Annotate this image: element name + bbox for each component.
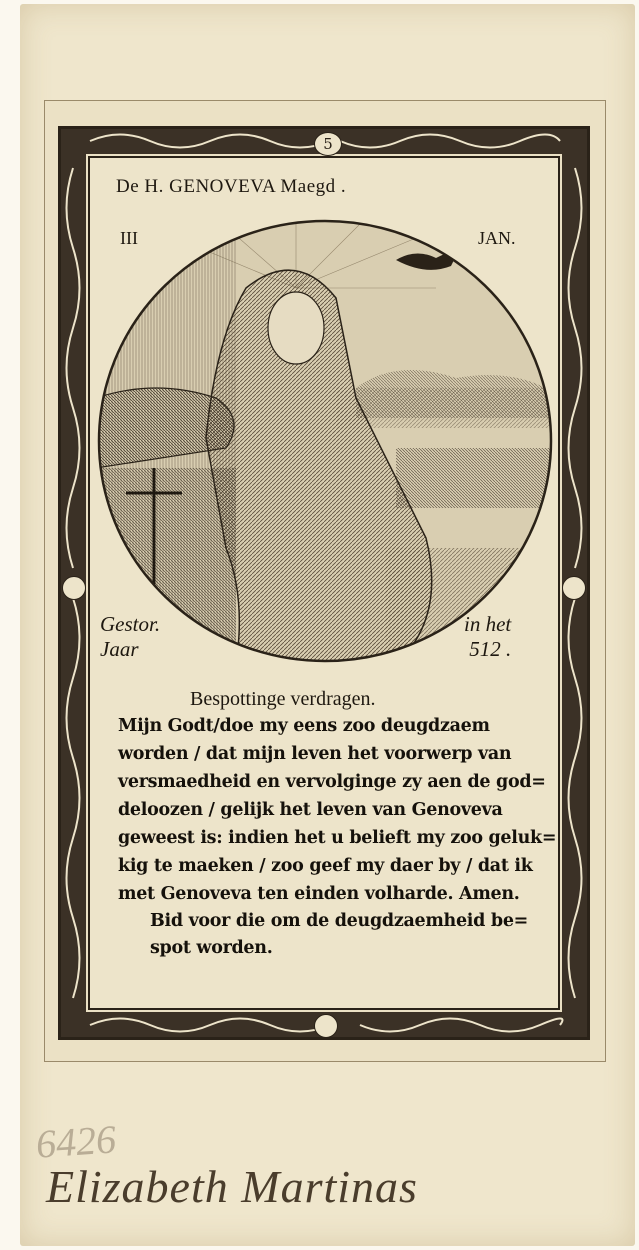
prayer-line: worden / dat mijn leven het voorwerp van: [118, 744, 512, 764]
right-knot-ornament: [562, 576, 586, 600]
prayer-line: Mijn Godt/doe my eens zoo deugdzaem: [118, 716, 490, 736]
feast-day: III: [120, 228, 138, 248]
feast-month: JAN.: [478, 228, 516, 248]
engraved-medallion-image: [96, 218, 554, 664]
prayer-heading: Bespottinge verdragen.: [190, 688, 376, 710]
prayer-line: met Genoveva ten einden volharde. Amen.: [118, 884, 520, 904]
prayer-line: deloozen / gelijk het leven van Genoveva: [118, 800, 503, 820]
intention-line: spot worden.: [150, 938, 273, 958]
death-label-line2: Jaar: [100, 637, 139, 661]
death-year: [464, 612, 511, 662]
prayer-line: geweest is: indien het u belieft my zoo geluk=: [118, 828, 557, 848]
left-knot-ornament: [62, 576, 86, 600]
prayer-line: kig te maeken / zoo geef my daer by / dat ik: [118, 856, 533, 876]
intention-line: Bid voor die om de deugdzaemheid be=: [150, 911, 529, 931]
death-year-line2: 512 .: [469, 637, 512, 661]
death-year-line1: in het: [464, 612, 512, 636]
bottom-knot-ornament: [314, 1014, 338, 1038]
death-label-line1: Gestor.: [100, 612, 161, 636]
saint-title: De H. GENOVEVA Maegd .: [116, 176, 347, 197]
handwritten-signature: Elizabeth Martinas: [46, 1161, 418, 1212]
intention-text: [150, 908, 550, 962]
pencil-inventory-number: 6426: [34, 1116, 118, 1167]
page-number: 5: [314, 132, 342, 156]
prayer-line: versmaedheid en vervolginge zy aen de god=: [118, 772, 546, 792]
death-label: [100, 612, 160, 662]
prayer-text: [118, 712, 557, 908]
